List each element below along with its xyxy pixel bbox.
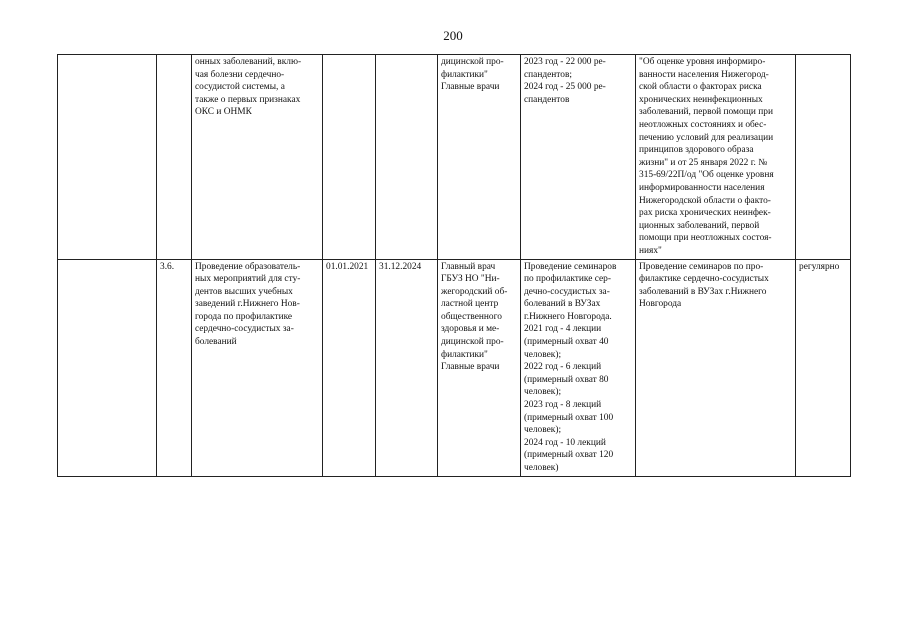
indicator-line: Проведение семинаров по профилактике сер- дечно-сосудистых за- болеваний в ВУЗах г.Нижнего Новгорода. [524, 261, 617, 322]
page-number: 200 [443, 28, 463, 43]
end-date-cell [376, 55, 438, 260]
indicator-cell [521, 259, 636, 476]
frequency-cell [796, 259, 851, 476]
activity-text: онных заболеваний, вклю- чая болезни сердечно- сосудистой системы, а также о первых признаках ОКС и ОНМК [195, 57, 302, 118]
table-row [58, 259, 851, 476]
indicator-line: 2023 год - 22 000 ре- спандентов; [524, 57, 606, 80]
activity-text: Проведение образователь- ных мероприятий для сту- дентов высших учебных заведений г.Нижнего Нов- города по профилактике сердечно-сосудистых за- болеваний [195, 261, 301, 348]
item-number-cell [157, 259, 192, 476]
responsible-cell [438, 55, 521, 260]
empty-cell [58, 259, 157, 476]
responsible-text: Главный врач ГБУЗ НО "Ни- жегородский об- ластной центр общественного здоровья и ме- дицинской про- филактики" Главные врачи [441, 261, 508, 373]
item-number: 3.6. [160, 261, 175, 272]
indicator-line: 2023 год - 8 лекций (примерный охват 100 человек); [524, 400, 614, 436]
frequency-cell [796, 55, 851, 260]
table-row [58, 55, 851, 260]
indicator-cell [521, 55, 636, 260]
item-number-cell [157, 55, 192, 260]
empty-cell [58, 55, 157, 260]
documents-text: "Об оценке уровня информиро- ванности населения Нижегород- ской области о факторах риска хронических неинфекционных заболеваний, первой помощи при неотложных состояниях и обес- печению условий для реализации принципов здорового образа жизни" и от 25 января 2022 г. № 315-69/22П/од "Об оценке уровня информированности населения Нижегородской области о факто- рах риска хронических неинфек- ционных заболеваний, первой помощи при неотложных состоя- ниях" [639, 57, 774, 256]
program-table [57, 54, 851, 477]
documents-text: Проведение семинаров по про- филактике сердечно-сосудистых заболеваний в ВУЗах г.Нижнего Новгорода [639, 261, 769, 310]
indicator-line: 2021 год - 4 лекции (примерный охват 40 человек); [524, 324, 609, 360]
indicator-line: 2022 год - 6 лекций (примерный охват 80 человек); [524, 362, 609, 398]
responsible-cell [438, 259, 521, 476]
activity-cell [192, 55, 323, 260]
indicator-line: 2024 год - 25 000 ре- спандентов [524, 82, 606, 105]
start-date: 01.01.2021 [326, 261, 369, 272]
activity-cell [192, 259, 323, 476]
end-date: 31.12.2024 [379, 261, 422, 272]
end-date-cell [376, 259, 438, 476]
documents-cell [636, 259, 796, 476]
responsible-text: дицинской про- филактики" Главные врачи [441, 57, 504, 93]
frequency-text: регулярно [799, 261, 840, 272]
start-date-cell [323, 55, 376, 260]
documents-cell [636, 55, 796, 260]
indicator-line: 2024 год - 10 лекций (примерный охват 120 человек) [524, 437, 614, 473]
start-date-cell [323, 259, 376, 476]
